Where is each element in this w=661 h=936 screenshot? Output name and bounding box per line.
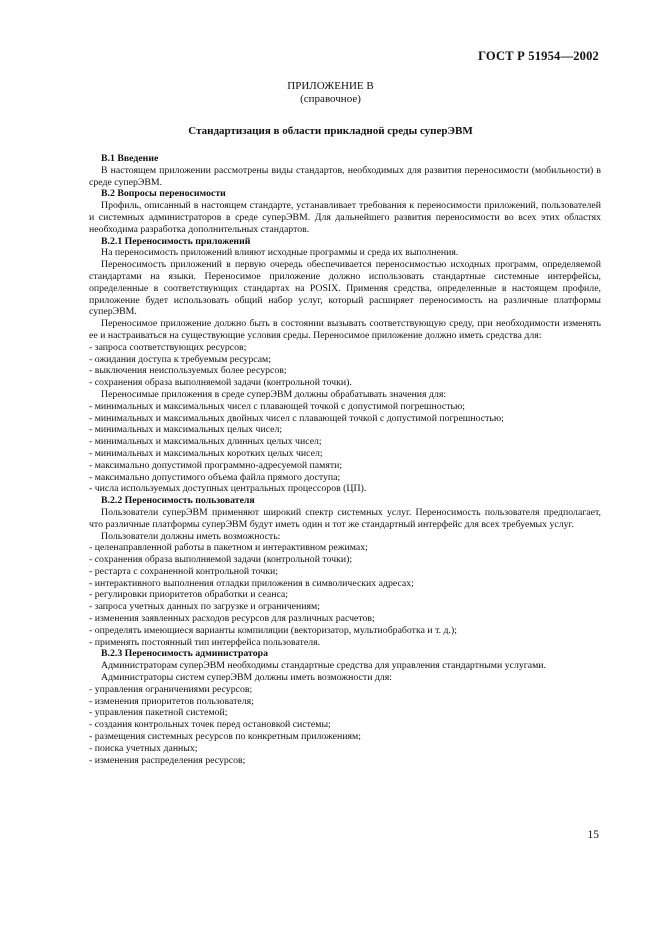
list-item: - изменения заявленных расходов ресурсов для различных расчетов; xyxy=(89,613,375,625)
list-item: - изменения распределения ресурсов; xyxy=(89,754,246,766)
paragraph: Переносимое приложение должно быть в состоянии вызывать соответствующую среду, при необходимости изменять ее и настраиваться на существующие условия среды. Переносимое приложение должно иметь средства для: xyxy=(89,318,601,341)
list-item: - применять постоянный тип интерфейса пользователя. xyxy=(89,636,321,648)
list-item: - управления ограничениями ресурсов; xyxy=(89,683,253,695)
list-item: - поиска учетных данных; xyxy=(89,742,198,754)
list-item: - регулировки приоритетов обработки и сеанса; xyxy=(89,589,289,601)
list-item: - целенаправленной работы в пакетном и интерактивном режимах; xyxy=(89,542,368,554)
list-item: - запроса учетных данных по загрузке и ограничениям; xyxy=(89,601,320,613)
list-item: - сохранения образа выполняемой задачи (контрольной точки); xyxy=(89,554,353,566)
list-item: - выключения неиспользуемых более ресурсов; xyxy=(89,365,287,377)
paragraph: Профиль, описанный в настоящем стандарте, устанавливает требования к переносимости приложений, пользователей и системных администраторов в среде суперЭВМ. Для дальнейшего развития переносимости во всех этих областях необходима разработка дополнительных стандартов. xyxy=(89,200,601,235)
paragraph: Пользователи должны иметь возможность: xyxy=(101,530,281,542)
appendix-title: ПРИЛОЖЕНИЕ В xyxy=(287,80,374,92)
appendix-subtitle: (справочное) xyxy=(300,93,361,105)
list-item: - размещения системных ресурсов по конкретным приложениям; xyxy=(89,731,361,743)
list-item: - максимально допустимого объема файла прямого доступа; xyxy=(89,471,341,483)
paragraph: В настоящем приложении рассмотрены виды стандартов, необходимых для развития переносимости (мобильности) в среде суперЭВМ. xyxy=(89,164,601,188)
paragraph: Администраторам суперЭВМ необходимы стандартные средства для управления стандартными услугами. xyxy=(101,660,546,672)
list-item: - минимальных и максимальных длинных целых чисел; xyxy=(89,436,322,448)
paragraph: На переносимость приложений влияют исходные программы и среда их выполнения. xyxy=(101,247,459,259)
page-number: 15 xyxy=(587,829,599,841)
section-heading: В.2 Вопросы переносимости xyxy=(101,188,226,200)
document-title: Стандартизация в области прикладной среды суперЭВМ xyxy=(188,125,473,137)
list-item: - максимально допустимой программно-адресуемой памяти; xyxy=(89,459,343,471)
list-item: - минимальных и максимальных целых чисел; xyxy=(89,424,283,436)
list-item: - минимальных и максимальных двойных чисел с плавающей точкой с допустимой погрешностью; xyxy=(89,412,504,424)
list-item: - управления пакетной системой; xyxy=(89,707,228,719)
list-item: - интерактивного выполнения отладки приложения в символических адресах; xyxy=(89,577,414,589)
standard-number: ГОСТ Р 51954—2002 xyxy=(478,49,599,63)
section-heading: В.2.1 Переносимость приложений xyxy=(101,235,251,247)
paragraph: Переносимые приложения в среде суперЭВМ должны обрабатывать значения для: xyxy=(101,388,447,400)
paragraph: Пользователи суперЭВМ применяют широкий спектр системных услуг. Переносимость пользователя предполагает, что различные платформы суперЭВМ будут иметь один и тот же стандартный интерфейс для всех требуемых услуг. xyxy=(89,506,601,530)
section-heading: В.2.2 Переносимость пользователя xyxy=(101,495,255,507)
paragraph: Переносимость приложений в первую очередь обеспечивается переносимостью исходных программ, определяемой стандартами на языки. Переносимое приложение должно использовать стандартные системные интерфейсы, определенные в соответствующих стандартах на POSIX. Применяя средства, определенные в настоящем профиле, приложение будет использовать общий набор услуг, который расширяет переносимость на различные платформы суперЭВМ. xyxy=(89,259,601,318)
list-item: - запроса соответствующих ресурсов; xyxy=(89,341,247,353)
list-item: - числа используемых доступных центральных процессоров (ЦП). xyxy=(89,483,367,495)
list-item: - изменения приоритетов пользователя; xyxy=(89,695,254,707)
list-item: - минимальных и максимальных чисел с плавающей точкой с допустимой погрешностью; xyxy=(89,400,465,412)
list-item: - сохранения образа выполняемой задачи (контрольной точки). xyxy=(89,377,352,389)
paragraph: Администраторы систем суперЭВМ должны иметь возможности для: xyxy=(101,672,392,684)
list-item: - ожидания доступа к требуемым ресурсам; xyxy=(89,353,271,365)
list-item: - рестарта с сохраненной контрольной точки; xyxy=(89,565,278,577)
list-item: - создания контрольных точек перед остановкой системы; xyxy=(89,719,331,731)
section-heading: В.1 Введение xyxy=(101,153,159,164)
list-item: - определять имеющиеся варианты компиляции (векторизатор, мультиобработка и т. д.); xyxy=(89,624,457,636)
list-item: - минимальных и максимальных коротких целых чисел; xyxy=(89,447,323,459)
appendix-heading xyxy=(0,80,661,106)
document-body xyxy=(89,153,601,766)
section-heading: В.2.3 Переносимость администратора xyxy=(101,648,268,660)
